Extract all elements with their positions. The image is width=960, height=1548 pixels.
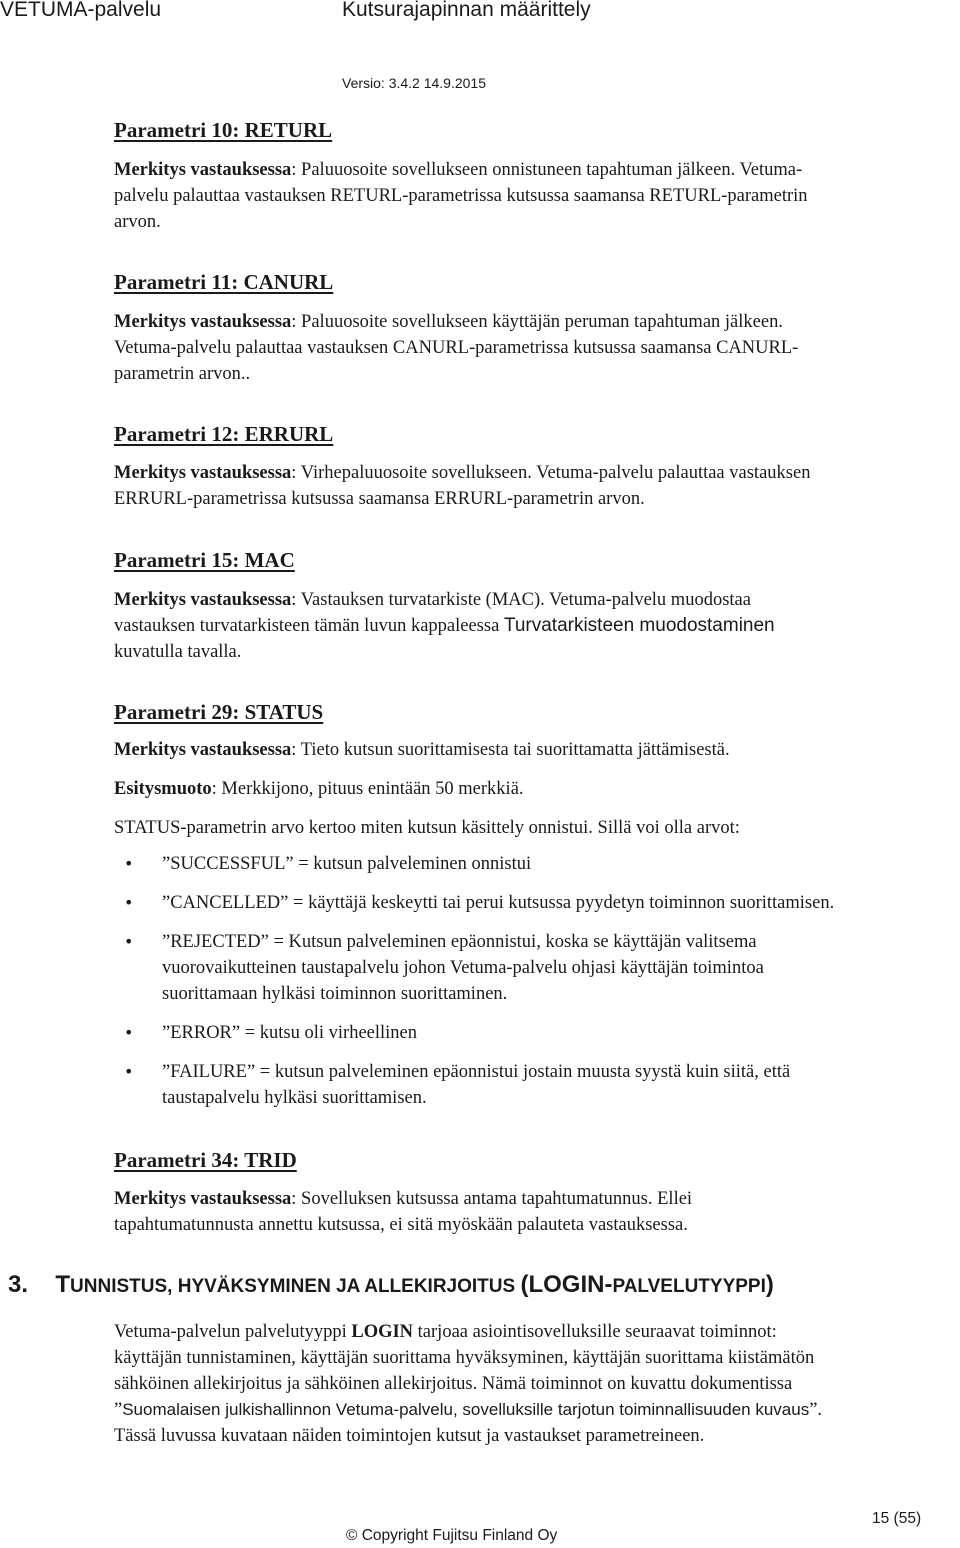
section-body: Vetuma-palvelun palvelutyyppi LOGIN tarjoaa asiointisovelluksille seuraavat toiminnot: käyttäjän tunnistaminen, käyttäjän suorittama hyväksyminen, käyttäjän suorittama kiistämätön sähköinen allekirjoitus ja sähköinen allekirjoitus. Nämä toiminnot on kuvattu dokumentissa ”Suomalaisen julkishallinnon Vetuma-palvelu, sovelluksille tarjotun toiminnallisuuden kuvaus”. Tässä luvussa kuvataan näiden toimintojen kutsut ja vastaukset parametreineen. <box>114 1322 823 1446</box>
page-number: 15 (55) <box>872 1510 922 1527</box>
status-list-item-text: ”SUCCESSFUL” = kutsun palveleminen onnistui <box>162 854 532 874</box>
param-11-body: Merkitys vastauksessa: Paluuosoite sovellukseen käyttäjän peruman tapahtuman jälkeen. Vetuma-palvelu palauttaa vastauksen CANURL-parametrissa kutsussa saamansa CANURL- parametrin arvon.. <box>114 312 799 384</box>
param-29-format: Esitysmuoto: Merkkijono, pituus enintään 50 merkkiä. <box>114 779 524 799</box>
param-34-body: Merkitys vastauksessa: Sovelluksen kutsussa antama tapahtumatunnus. Ellei tapahtumatunnusta annettu kutsussa, ei sitä myöskään palauteta vastauksessa. <box>114 1189 693 1235</box>
header-left-title: VETUMA-palvelu <box>0 0 162 21</box>
status-list-item-text: ”CANCELLED” = käyttäjä keskeytti tai perui kutsussa pyydetyn toiminnon suorittamisen. <box>162 893 835 913</box>
bullet-icon: • <box>124 1062 134 1081</box>
param-34-title: Parametri 34: TRID <box>114 1148 297 1172</box>
param-15-title: Parametri 15: MAC <box>114 548 295 572</box>
param-11-title: Parametri 11: CANURL <box>114 270 334 294</box>
param-12-body: Merkitys vastauksessa: Virhepaluuosoite sovellukseen. Vetuma-palvelu palauttaa vastauksen ERRURL-parametrissa kutsussa saamansa ERRURL-parametrin arvon. <box>114 463 811 509</box>
section-number: 3. <box>8 1271 29 1298</box>
section-heading: 3. TUNNISTUS, HYVÄKSYMINEN JA ALLEKIRJOITUS (LOGIN-PALVELUTYYPPI) <box>8 1271 774 1298</box>
param-15-body: Merkitys vastauksessa: Vastauksen turvatarkiste (MAC). Vetuma-palvelu muodostaa vastauksen turvatarkisteen tämän luvun kappaleessa Turvatarkisteen muodostaminen kuvatulla tavalla. <box>114 590 775 662</box>
param-29-body: Merkitys vastauksessa: Tieto kutsun suorittamisesta tai suorittamatta jättämisestä. <box>114 740 730 760</box>
cross-reference-link[interactable]: Turvatarkisteen muodostaminen <box>503 615 775 636</box>
status-list-item-text: taustapalvelu hylkäsi suorittamisen. <box>162 1088 427 1108</box>
bullet-icon: • <box>124 1023 134 1042</box>
param-29-intro: STATUS-parametrin arvo kertoo miten kutsun käsittely onnistui. Sillä voi olla arvot: <box>114 818 740 838</box>
footer-copyright: © Copyright Fujitsu Finland Oy <box>346 1527 558 1544</box>
bullet-icon: • <box>124 854 134 873</box>
document-reference: Suomalaisen julkishallinnon Vetuma-palvelu, sovelluksille tarjotun toiminnallisuuden kuvaus <box>122 1400 810 1419</box>
status-list-item-text: ”ERROR” = kutsu oli virheellinen <box>162 1023 418 1043</box>
param-12-title: Parametri 12: ERRURL <box>114 422 334 446</box>
param-10-body: Merkitys vastauksessa: Paluuosoite sovellukseen onnistuneen tapahtuman jälkeen. Vetuma- palvelu palauttaa vastauksen RETURL-parametrissa kutsussa saamansa RETURL-parametrin arvon. <box>114 160 808 232</box>
status-list-item-text: suorittamaan hylkäsi toiminnon suorittaminen. <box>162 984 508 1004</box>
header-right-title: Kutsurajapinnan määrittely <box>342 0 591 21</box>
param-10-title: Parametri 10: RETURL <box>114 118 333 142</box>
bullet-icon: • <box>124 932 134 951</box>
header-version: Versio: 3.4.2 14.9.2015 <box>342 75 486 91</box>
bullet-icon: • <box>124 893 134 912</box>
param-29-title: Parametri 29: STATUS <box>114 700 324 724</box>
status-list-item-text: ”REJECTED” = Kutsun palveleminen epäonnistui, koska se käyttäjän valitsema <box>162 932 757 952</box>
status-list-item-text: ”FAILURE” = kutsun palveleminen epäonnistui jostain muusta syystä kuin siitä, että <box>162 1062 791 1082</box>
status-list-item-text: vuorovaikutteinen taustapalvelu johon Vetuma-palvelu ohjasi käyttäjän toimintoa <box>162 958 764 978</box>
